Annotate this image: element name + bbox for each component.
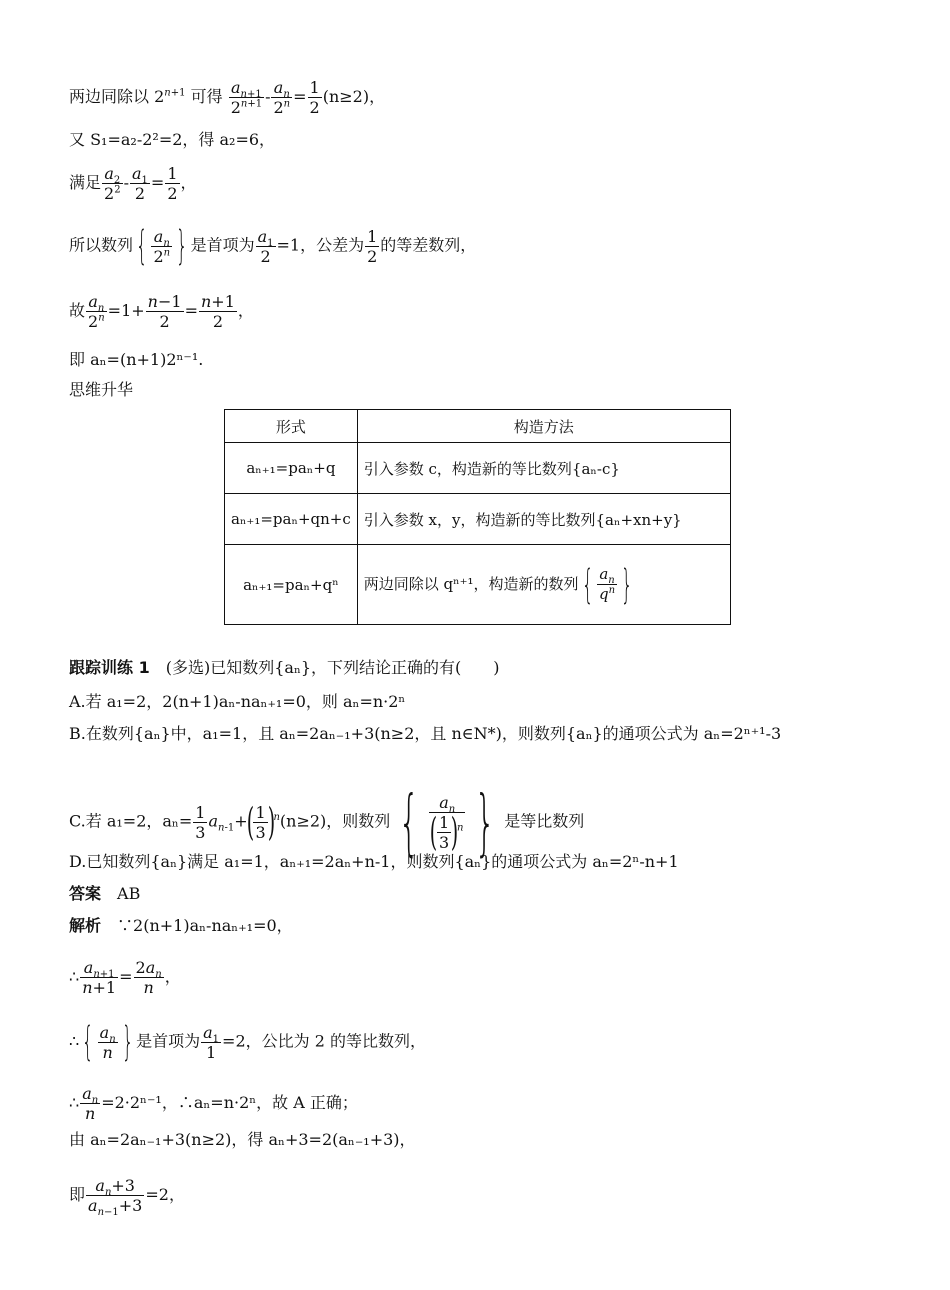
exercise-title [69, 658, 500, 678]
cell-method: 引入参数 x，y，构造新的等比数列{aₙ+xn+y} [357, 494, 730, 545]
answer-line [69, 884, 140, 904]
table-row [225, 545, 731, 625]
solution-line-3: 满足 $\frac{a_2}{2^2}$ - $\frac{a_1}{2}$ = $\frac{1}{2}$ ， [69, 164, 197, 203]
header-method: 构造方法 [357, 410, 730, 443]
solution-line-6: 即 aₙ=(n+1)2ⁿ⁻¹. [69, 350, 204, 369]
fraction: $\frac{a_1}{2}$ [131, 164, 148, 203]
section-title: 思维升华 [69, 380, 134, 399]
text: =2，公比为 2 的等比数列， [222, 1031, 426, 1051]
text: 是等比数列 [504, 811, 585, 831]
right-brace: } [621, 561, 633, 608]
option-d: D.已知数列{aₙ}满足 a₁=1，aₙ₊₁=2aₙ+n-1，则数列{aₙ}的通项公式为 aₙ=2ⁿ-n+1 [69, 852, 679, 871]
fraction: $\frac{1}{3}$ [195, 802, 206, 842]
header-form: 形式 [225, 410, 358, 443]
analysis-line-6 [69, 1176, 185, 1219]
solution-line-2: 又 S₁=a₂-2²=2，得 a₂=6， [69, 130, 276, 149]
table-header [225, 410, 731, 443]
analysis-line-1 [69, 916, 293, 936]
fraction: $\frac{1}{2}$ [367, 226, 378, 266]
cell-method: 引入参数 c，构造新的等比数列{aₙ-c} [357, 443, 730, 494]
text: (多选)已知数列{aₙ}，下列结论正确的有( ) [165, 658, 500, 677]
right-brace: } [176, 223, 188, 269]
fraction: $\frac{1}{3}$ [438, 812, 450, 852]
analysis-label: 解析 [69, 916, 102, 935]
solution-line-4 [69, 223, 477, 269]
text: 故 [69, 301, 86, 320]
option-c: C.若 a₁=2，aₙ= $\frac{1}{3}$ $a_{n-1}+$( $\frac{1}{3}$ )$^n$(n≥2)，则数列 { $a_n$ ( $\frac{1}{3}$ )$^n$ } 是等比数列 [69, 780, 585, 864]
table-row [225, 443, 731, 494]
text: 可得 [190, 87, 223, 106]
solution-line-5: 故 $\frac{a_n}{2^n}$ =1+ $\frac{n-1}{2}$ = $\frac{n+1}{2}$ ， [69, 292, 254, 331]
fraction: $\frac{1}{2}$ [309, 78, 320, 117]
text: 是首项为 [136, 1031, 201, 1051]
cell-form: aₙ₊₁=paₙ+q [225, 443, 358, 494]
left-brace: { [82, 1019, 94, 1065]
option-a: A.若 a₁=2，2(n+1)aₙ-naₙ₊₁=0，则 aₙ=n·2ⁿ [69, 692, 406, 711]
text: 满足 [69, 173, 102, 192]
text: (n≥2)，则数列 [279, 811, 391, 831]
analysis-line-5: 由 aₙ=2aₙ₋₁+3(n≥2)，得 aₙ+3=2(aₙ₋₁+3)， [69, 1130, 416, 1149]
text: 两边同除以 [69, 87, 150, 106]
text: 两边同除以 qⁿ⁺¹，构造新的数列 [363, 574, 579, 593]
right-paren: ) [450, 810, 459, 854]
solution-line-1: 两边同除以 $2^{n+1}$ 可得 $\frac{a_{n+1}}{2^{n+1}}$ - $\frac{a_n}{2^n}$ = $\frac{1}{2}$ (n≥2)， [69, 78, 386, 117]
method-table [224, 409, 731, 625]
right-brace: } [121, 1019, 134, 1065]
fraction: $\frac{n+1}{2}$ [200, 292, 235, 331]
text: =2， [145, 1185, 185, 1204]
right-brace: } [475, 780, 496, 864]
text: =2·2ⁿ⁻¹，∴aₙ=n·2ⁿ，故 A 正确； [101, 1093, 358, 1112]
analysis-line-4: ∴ $\frac{a_n}{n}$ =2·2ⁿ⁻¹，∴aₙ=n·2ⁿ，故 A 正确； [69, 1084, 358, 1123]
fraction: $a_n$ ( $\frac{1}{3}$ )$^n$ [429, 792, 464, 854]
fraction: $\frac{a_n}{q^n}$ [599, 565, 616, 603]
fraction: $\frac{a_{n+1}}{n+1}$ [82, 958, 117, 997]
fraction: $\frac{a_n+3}{a_{n-1}+3}$ [88, 1176, 143, 1219]
cell-form: aₙ₊₁=paₙ+qn+c [225, 494, 358, 545]
left-brace: { [398, 780, 420, 864]
left-paren: ( [246, 800, 254, 844]
cell-method [357, 545, 730, 625]
fraction: $\frac{1}{3}$ [255, 802, 266, 842]
fraction: $\frac{a_1}{1}$ [203, 1022, 220, 1062]
text: =1+ [107, 301, 145, 320]
fraction: $\frac{n-1}{2}$ [147, 292, 182, 331]
fraction: $\frac{a_n}{2^n}$ [88, 292, 105, 331]
fraction: $\frac{a_1}{2}$ [257, 226, 274, 266]
text: 的等差数列， [380, 235, 477, 255]
text: C.若 a₁=2，aₙ= [69, 811, 193, 831]
fraction: $\frac{1}{2}$ [167, 164, 178, 203]
left-brace: { [581, 561, 594, 608]
analysis-line-2: ∴ $\frac{a_{n+1}}{n+1}$ = $\frac{2a_n}{n}$ ， [69, 958, 181, 997]
text: 所以数列 [69, 235, 134, 255]
answer-label: 答案 [69, 884, 102, 903]
fraction: $\frac{a_n}{2^n}$ [273, 78, 291, 117]
left-paren: ( [429, 810, 438, 854]
answer-value: AB [117, 884, 141, 903]
text: =1，公差为 [276, 235, 365, 255]
text: (n≥2)， [322, 87, 386, 106]
text: 是首项为 [190, 235, 255, 255]
fraction: $\frac{a_{n+1}}{2^{n+1}}$ [230, 78, 263, 117]
fraction: $\frac{a_n}{2^n}$ [153, 226, 171, 266]
exercise-label: 跟踪训练 1 [69, 658, 150, 677]
analysis-line-3: ∴{ $\frac{a_n}{n}$ } 是首项为 $\frac{a_1}{1}$ =2，公比为 2 的等比数列， [69, 1019, 426, 1065]
text: 即 [69, 1185, 86, 1204]
table-row [225, 494, 731, 545]
cell-form: aₙ₊₁=paₙ+qⁿ [225, 545, 358, 625]
right-paren: ) [267, 800, 275, 844]
fraction: $\frac{a_2}{2^2}$ [104, 164, 121, 203]
fraction: $\frac{a_n}{n}$ [99, 1022, 116, 1062]
left-brace: { [136, 223, 148, 269]
text: ∵2(n+1)aₙ-naₙ₊₁=0， [117, 916, 293, 935]
fraction: $\frac{a_n}{n}$ [82, 1084, 99, 1123]
fraction: $\frac{2a_n}{n}$ [135, 958, 162, 997]
option-b: B.在数列{aₙ}中，a₁=1，且 aₙ=2aₙ₋₁+3(n≥2，且 n∈N*)，则数列{aₙ}的通项公式为 aₙ=2ⁿ⁺¹-3 [69, 724, 782, 743]
